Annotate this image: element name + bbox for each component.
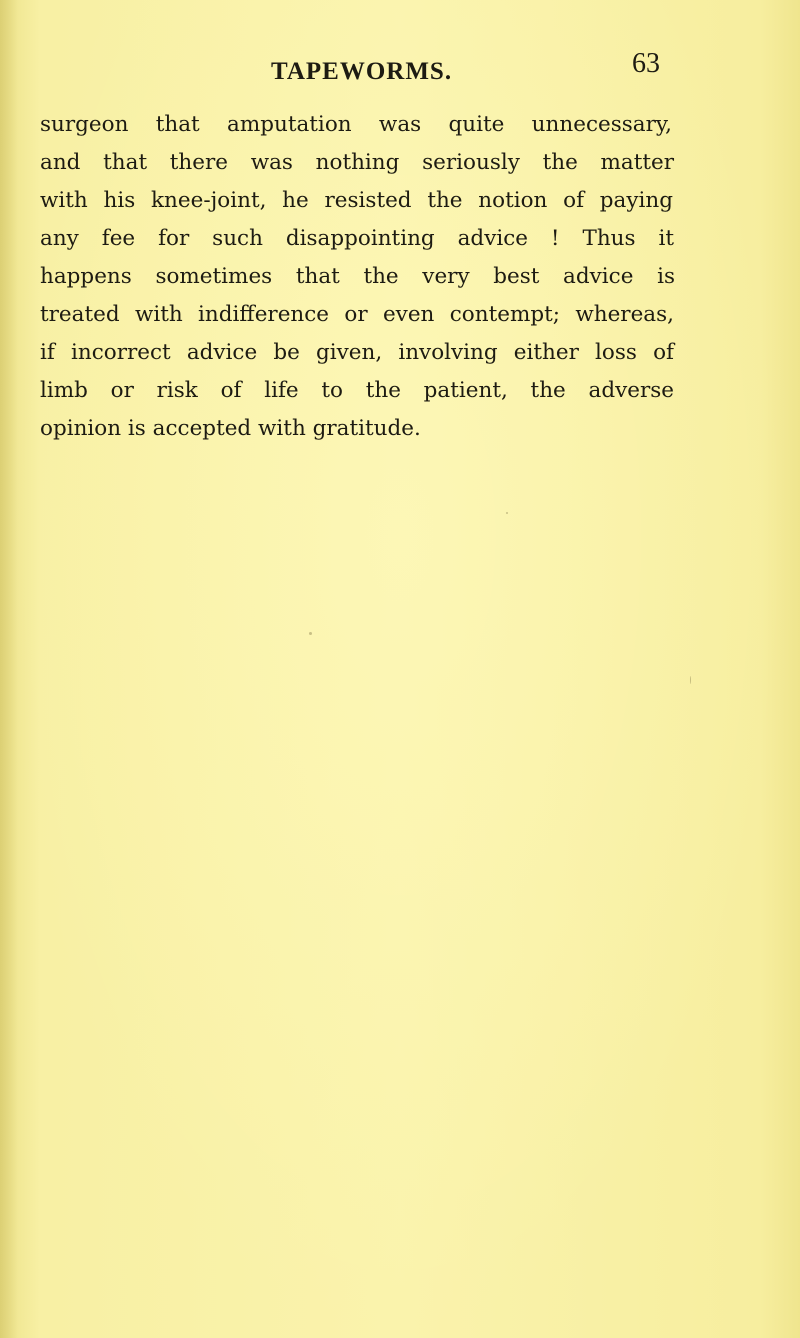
page-edge-shadow <box>0 0 18 1338</box>
running-head <box>0 48 800 96</box>
paper-speck <box>309 632 312 635</box>
page-number: 63 <box>632 48 660 79</box>
text-line: if incorrect advice be given, involving either loss of <box>40 340 674 365</box>
text-line: treated with indifference or even contempt; whereas, <box>40 302 674 327</box>
text-line: happens sometimes that the very best advice is <box>40 264 675 289</box>
text-line: and that there was nothing seriously the matter <box>40 150 674 175</box>
text-line: opinion is accepted with gratitude. <box>40 416 421 441</box>
text-line: limb or risk of life to the patient, the adverse <box>40 378 674 403</box>
running-title: TAPEWORMS. <box>271 58 453 85</box>
paper-speck <box>690 676 691 684</box>
body-text <box>40 106 780 448</box>
text-line: surgeon that amputation was quite unnecessary, <box>40 112 672 137</box>
text-line: any fee for such disappointing advice ! Thus it <box>40 226 674 251</box>
text-line: with his knee-joint, he resisted the notion of paying <box>40 188 673 213</box>
paper-speck <box>506 512 508 514</box>
